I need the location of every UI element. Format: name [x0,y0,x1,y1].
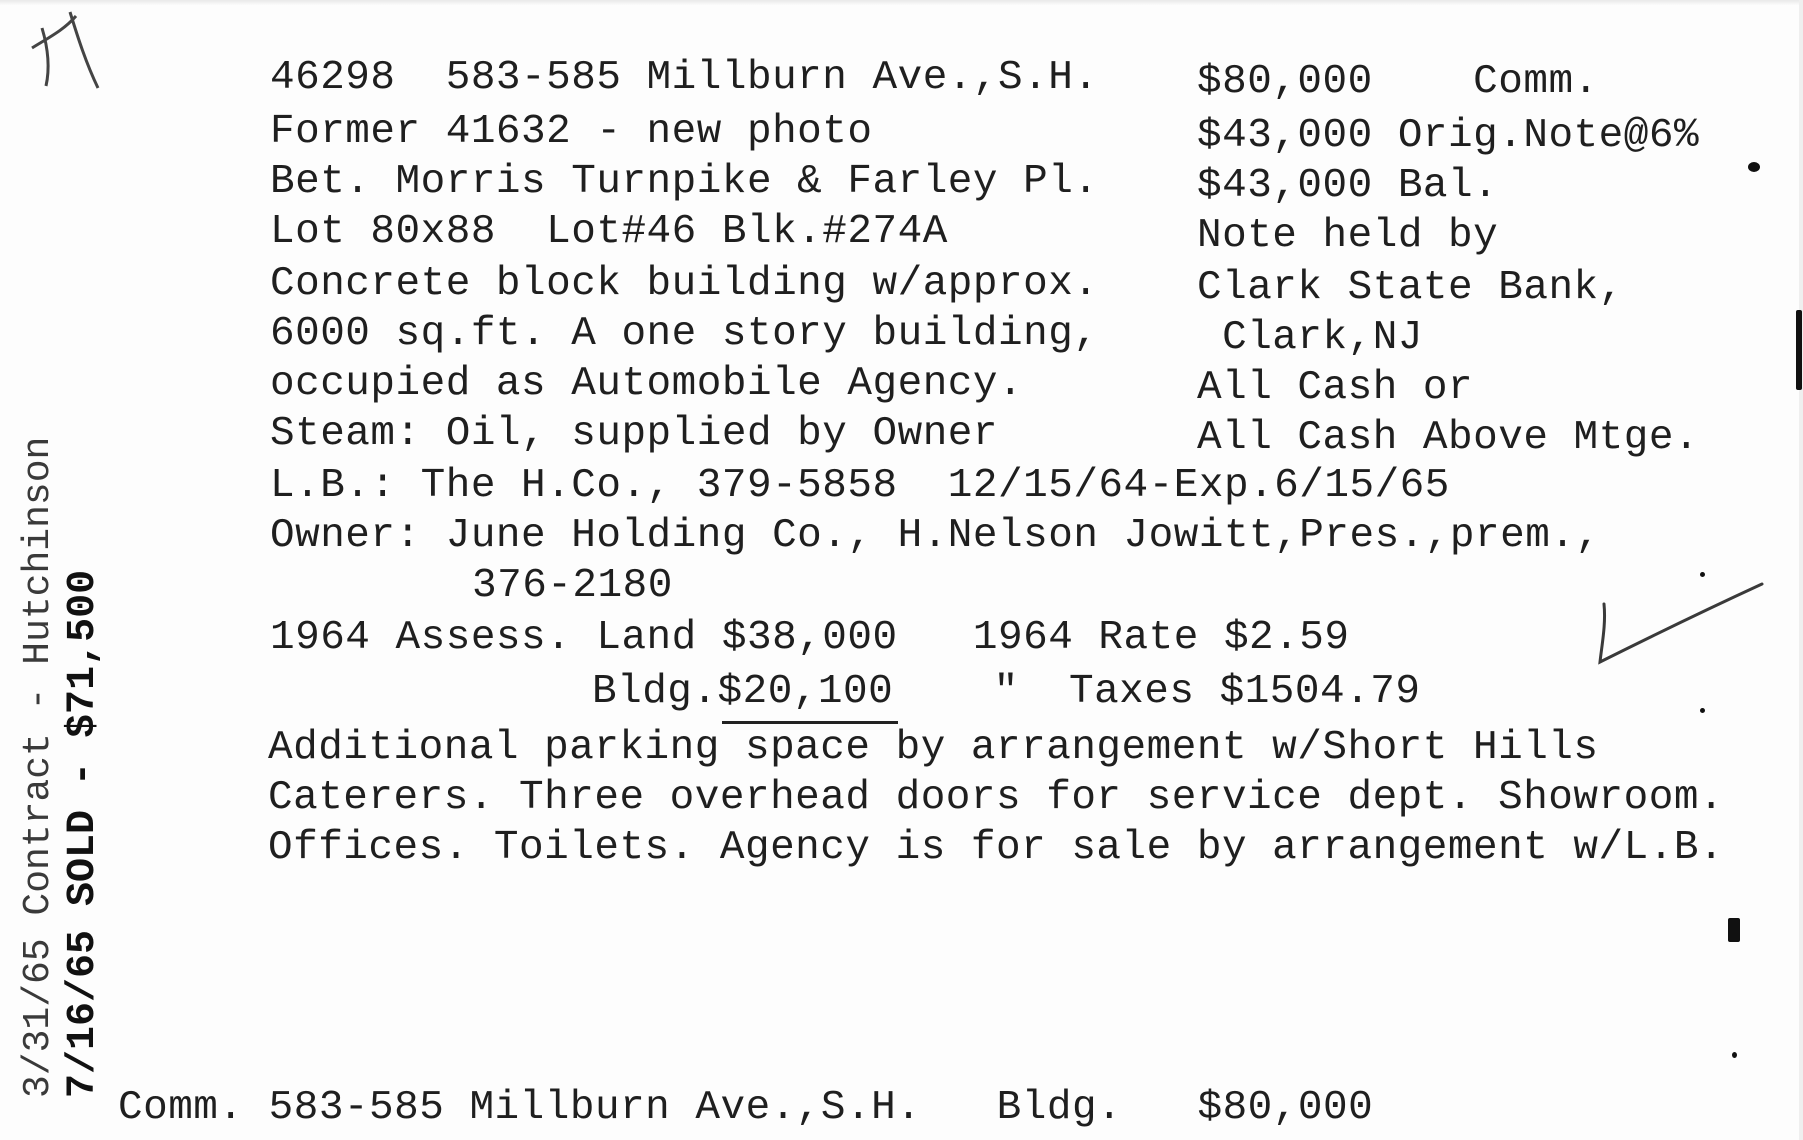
line-5-left: Concrete block building w/approx. [270,261,1099,307]
notes-line-2: Caterers. Three overhead doors for service dept. Showroom. [268,775,1725,821]
line-2-left: Former 41632 - new photo [270,109,873,155]
notes-line-3: Offices. Toilets. Agency is for sale by arrangement w/L.B. [268,825,1725,871]
line-7-right: All Cash or [1197,365,1474,411]
assessment-line-2: Bldg.$20,100 " Taxes $1504.79 [592,669,1421,715]
checkmark-icon [1596,574,1766,674]
line-1-left: 46298 583-585 Millburn Ave.,S.H. [270,55,1099,101]
card-top-edge [0,0,1803,6]
line-3-left: Bet. Morris Turnpike & Farley Pl. [270,159,1099,205]
line-8-left: Steam: Oil, supplied by Owner [270,411,999,457]
line-4-left: Lot 80x88 Lot#46 Blk.#274A [270,209,948,255]
listing-broker-line: L.B.: The H.Co., 379-5858 12/15/64-Exp.6/15/65 [270,463,1450,509]
line-4-right: Note held by [1197,213,1499,259]
card-right-edge [1799,0,1803,1140]
line-3-right: $43,000 Bal. [1197,163,1499,209]
line-2-right: $43,000 Orig.Note@6% [1197,113,1700,159]
line-7-left: occupied as Automobile Agency. [270,361,1024,407]
line-6-right: Clark,NJ [1197,315,1423,361]
ink-speck [1748,162,1760,172]
margin-sold-note: 7/16/65 SOLD - $71,500 [61,569,106,1098]
ink-speck [1700,572,1705,577]
bldg-value-underline [722,721,898,724]
line-5-right: Clark State Bank, [1197,265,1624,311]
owner-line: Owner: June Holding Co., H.Nelson Jowitt,Pres.,prem., [270,513,1601,559]
line-6-left: 6000 sq.ft. A one story building, [270,311,1099,357]
notes-line-1: Additional parking space by arrangement w/Short Hills [268,725,1599,771]
footer-summary: Comm. 583-585 Millburn Ave.,S.H. Bldg. $80,000 [118,1085,1374,1131]
ink-speck [1728,918,1740,942]
line-8-right: All Cash Above Mtge. [1197,415,1700,461]
handwritten-mark [28,8,108,96]
assessment-line-1: 1964 Assess. Land $38,000 1964 Rate $2.59 [270,615,1350,661]
ink-speck [1700,708,1705,713]
margin-contract-note: 3/31/65 Contract - Hutchinson [17,436,60,1098]
ink-speck [1732,1052,1737,1058]
card-edge-mark [1796,310,1802,390]
owner-phone: 376-2180 [472,563,673,609]
line-1-right: $80,000 Comm. [1197,59,1599,105]
